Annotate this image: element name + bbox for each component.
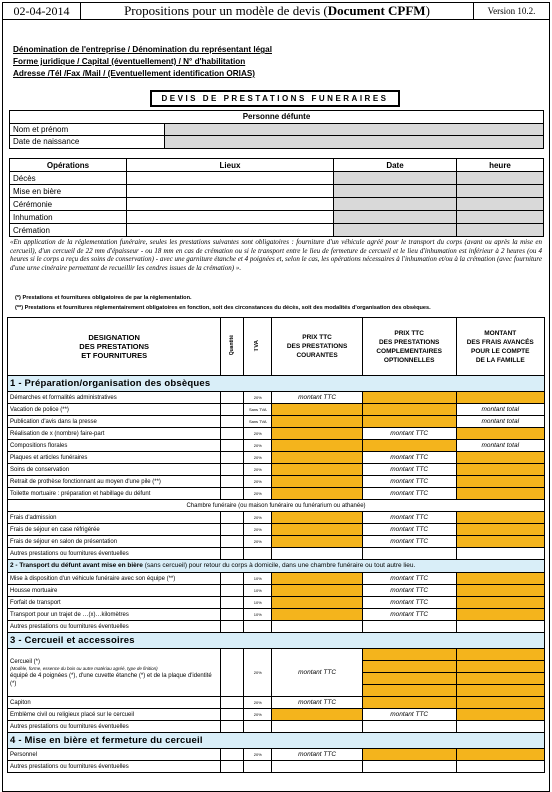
row-label: Frais d'admission	[8, 512, 221, 524]
tva-value: 10%	[244, 597, 272, 609]
section-title: 4 - Mise en bière et fermeture du cercueil	[8, 733, 545, 749]
prix-courant-cell[interactable]	[272, 548, 363, 560]
prix-courant-cell[interactable]	[272, 452, 363, 464]
row-label: Toilette mortuaire : préparation et habillage du défunt	[8, 488, 221, 500]
table-row	[8, 597, 545, 609]
ops-header: Lieux	[127, 159, 334, 172]
table-row	[8, 416, 545, 428]
quantity-field[interactable]	[221, 548, 244, 560]
prix-courant-cell[interactable]: montant TTC	[272, 649, 363, 697]
montant-cell[interactable]	[456, 476, 545, 488]
prix-courant-cell[interactable]	[272, 621, 363, 633]
prix-complementaire-cell[interactable]	[362, 440, 456, 452]
tva-value: 20%	[244, 536, 272, 548]
quantity-field[interactable]	[221, 464, 244, 476]
montant-cell[interactable]: montant total	[456, 416, 545, 428]
row-label: Compositions florales	[8, 440, 221, 452]
defunt-birthdate-field[interactable]	[165, 136, 544, 149]
quantity-field[interactable]	[221, 452, 244, 464]
prix-courant-cell[interactable]	[272, 585, 363, 597]
defunt-name-field[interactable]	[165, 123, 544, 136]
montant-cell[interactable]	[456, 512, 545, 524]
quantity-field[interactable]	[221, 392, 244, 404]
table-row	[8, 709, 545, 721]
prix-courant-cell[interactable]	[272, 524, 363, 536]
quantity-field[interactable]	[221, 749, 244, 761]
montant-cell[interactable]	[456, 573, 545, 585]
ops-label: Cérémonie	[10, 198, 127, 211]
heure-field[interactable]	[457, 198, 544, 211]
tva-value: 10%	[244, 573, 272, 585]
date-field[interactable]	[334, 172, 457, 185]
table-row	[8, 609, 545, 621]
montant-cell[interactable]	[456, 536, 545, 548]
row-label: Mise à disposition d'un véhicule funéraire avec son équipe (**)	[8, 573, 221, 585]
row-label: Retrait de prothèse fonctionnant au moyen d'une pile (**)	[8, 476, 221, 488]
ops-label: Mise en bière	[10, 185, 127, 198]
date-field[interactable]	[334, 185, 457, 198]
row-label: Publication d'avis dans la presse	[8, 416, 221, 428]
prix-complementaire-cell[interactable]	[362, 661, 456, 673]
tva-value: 20%	[244, 440, 272, 452]
lieu-field[interactable]	[127, 185, 334, 198]
heure-field[interactable]	[457, 211, 544, 224]
col-tva: TVA	[244, 318, 272, 376]
montant-cell[interactable]	[456, 685, 545, 697]
cercueil-subtext: (Modèle, forme, essence du bois ou autre matériau agréé, type de finition)	[10, 665, 158, 671]
tva-value: 20%	[244, 709, 272, 721]
quantity-field[interactable]	[221, 573, 244, 585]
montant-cell[interactable]	[456, 428, 545, 440]
montant-cell[interactable]	[456, 709, 545, 721]
prix-courant-cell[interactable]	[272, 761, 363, 773]
operations-table	[9, 158, 544, 237]
row-label: Réalisation de x (nombre) faire-part	[8, 428, 221, 440]
tva-value: 20%	[244, 464, 272, 476]
prix-complementaire-cell[interactable]: montant TTC	[362, 573, 456, 585]
tva-value: 20%	[244, 749, 272, 761]
prix-courant-cell[interactable]	[272, 536, 363, 548]
table-row	[8, 524, 545, 536]
date-field[interactable]	[334, 224, 457, 237]
prix-complementaire-cell[interactable]: montant TTC	[362, 512, 456, 524]
defunt-label: Date de naissance	[10, 136, 165, 149]
ops-row	[10, 172, 544, 185]
company-block	[13, 44, 272, 80]
prix-complementaire-cell[interactable]: montant TTC	[362, 488, 456, 500]
quantity-field[interactable]	[221, 649, 244, 697]
defunt-table	[9, 110, 544, 149]
table-row	[8, 697, 545, 709]
prix-complementaire-cell[interactable]: montant TTC	[362, 452, 456, 464]
montant-cell[interactable]: montant total	[456, 404, 545, 416]
section-title	[8, 560, 545, 573]
table-row	[8, 488, 545, 500]
tva-value: 20%	[244, 524, 272, 536]
quantity-field[interactable]	[221, 609, 244, 621]
tva-value: 20%	[244, 512, 272, 524]
footnote: (*) Prestations et fournitures obligatoires de par la réglementation.	[15, 295, 192, 301]
montant-cell[interactable]	[456, 452, 545, 464]
montant-cell[interactable]	[456, 721, 545, 733]
table-row	[8, 573, 545, 585]
montant-cell[interactable]	[456, 548, 545, 560]
footnotes	[15, 293, 431, 313]
prix-complementaire-cell[interactable]: montant TTC	[362, 464, 456, 476]
prix-courant-cell[interactable]: montant TTC	[272, 749, 363, 761]
ops-header: Opérations	[10, 159, 127, 172]
tva-value: 20%	[244, 649, 272, 697]
prix-complementaire-cell[interactable]: montant TTC	[362, 476, 456, 488]
row-label: Emblème civil ou religieux placé sur le cercueil	[8, 709, 221, 721]
table-row	[8, 512, 545, 524]
tva-value	[244, 548, 272, 560]
row-label: Housse mortuaire	[8, 585, 221, 597]
prestations-table	[7, 317, 545, 773]
row-label: Autres prestations ou fournitures éventuelles	[8, 621, 221, 633]
quantity-field[interactable]	[221, 440, 244, 452]
section-header	[8, 633, 545, 649]
lieu-field[interactable]	[127, 211, 334, 224]
montant-cell[interactable]	[456, 585, 545, 597]
defunt-label: Nom et prénom	[10, 123, 165, 136]
row-label: Frais de séjour en case réfrigérée	[8, 524, 221, 536]
footnote: (**) Prestations et fournitures réglementairement obligatoires en fonction, soit des circonstances du décès, soit des modalités d'organisation des obsèques.	[15, 305, 431, 311]
heure-field[interactable]	[457, 185, 544, 198]
quantity-field[interactable]	[221, 476, 244, 488]
prix-complementaire-cell[interactable]: montant TTC	[362, 609, 456, 621]
prix-complementaire-cell[interactable]: montant TTC	[362, 597, 456, 609]
table-row	[8, 585, 545, 597]
prix-complementaire-cell[interactable]: montant TTC	[362, 709, 456, 721]
section-header	[8, 733, 545, 749]
section-header	[8, 376, 545, 392]
montant-cell[interactable]	[456, 488, 545, 500]
quantity-field[interactable]	[221, 597, 244, 609]
row-label: Soins de conservation	[8, 464, 221, 476]
ops-row	[10, 198, 544, 211]
tva-value: 20%	[244, 476, 272, 488]
quantity-field[interactable]	[221, 416, 244, 428]
company-line-1: Dénomination de l'entreprise / Dénomination du représentant légal	[13, 45, 272, 54]
document-header	[2, 2, 550, 20]
devis-title: DEVIS DE PRESTATIONS FUNERAIRES	[150, 90, 400, 107]
quantity-field[interactable]	[221, 697, 244, 709]
cercueil-label: Cercueil (*)	[10, 658, 41, 665]
col-prix-courantes: PRIX TTC DES PRESTATIONS COURANTES	[272, 318, 363, 376]
prix-complementaire-cell[interactable]	[362, 685, 456, 697]
ops-label: Crémation	[10, 224, 127, 237]
prix-complementaire-cell[interactable]	[362, 548, 456, 560]
tva-value: 20%	[244, 392, 272, 404]
col-montant: MONTANT DES FRAIS AVANCÉS POUR LE COMPTE DE LA FAMILLE	[456, 318, 545, 376]
table-row	[8, 392, 545, 404]
tva-value: 20%	[244, 697, 272, 709]
prix-courant-cell[interactable]	[272, 464, 363, 476]
table-row	[8, 536, 545, 548]
prix-courant-cell[interactable]	[272, 597, 363, 609]
montant-cell[interactable]	[456, 697, 545, 709]
tva-value	[244, 621, 272, 633]
quantity-field[interactable]	[221, 761, 244, 773]
prix-courant-cell[interactable]	[272, 488, 363, 500]
prix-courant-cell[interactable]	[272, 721, 363, 733]
ops-label: Décès	[10, 172, 127, 185]
montant-cell[interactable]	[456, 524, 545, 536]
legal-text: «En application de la réglementation funéraire, seules les prestations suivantes sont obligatoires : fourniture d'un véhicule agréé pour le transport du corps (avant ou après la mise en cercueil), d'un cercueil de 22 mm d'épaisseur - ou 18 mm en cas de crémation ou si le transport entre le lieu de fermeture de cercueil et le lieu d'inhumation est inférieur à 2 heures (ou 4 heures si le corps a reçu des soins de conservation) - avec une garniture étanche et 4 poignées et, selon le cas, les opérations nécessaires à l'inhumation et/ou à la crémation (avec fourniture d'une urne cinéraire permettant de recueillir les cendres issues de la crémation) ».	[10, 238, 542, 272]
montant-cell[interactable]	[456, 621, 545, 633]
prix-courant-cell[interactable]	[272, 404, 363, 416]
table-row	[8, 452, 545, 464]
montant-cell[interactable]	[456, 464, 545, 476]
heure-field[interactable]	[457, 224, 544, 237]
montant-cell[interactable]	[456, 673, 545, 685]
lieu-field[interactable]	[127, 172, 334, 185]
montant-cell[interactable]	[456, 609, 545, 621]
heure-field[interactable]	[457, 172, 544, 185]
prix-courant-cell[interactable]	[272, 573, 363, 585]
ops-label: Inhumation	[10, 211, 127, 224]
quantity-field[interactable]	[221, 709, 244, 721]
row-label: Autres prestations ou fournitures éventuelles	[8, 761, 221, 773]
prix-complementaire-cell[interactable]	[362, 404, 456, 416]
section-title: 1 - Préparation/organisation des obsèques	[8, 376, 545, 392]
prix-complementaire-cell[interactable]: montant TTC	[362, 524, 456, 536]
prix-complementaire-cell[interactable]	[362, 673, 456, 685]
table-row	[8, 548, 545, 560]
section-title-bold: 2 - Transport du défunt avant mise en bière	[10, 562, 143, 569]
quantity-field[interactable]	[221, 488, 244, 500]
tva-value: 20%	[244, 428, 272, 440]
tva-value: Sans TVA	[244, 404, 272, 416]
quantity-field[interactable]	[221, 524, 244, 536]
tva-value: Sans TVA	[244, 416, 272, 428]
prix-complementaire-cell[interactable]	[362, 761, 456, 773]
table-row	[8, 428, 545, 440]
company-line-3: Adresse /Tél /Fax /Mail / (Eventuellement identification ORIAS)	[13, 69, 256, 78]
tva-value: 20%	[244, 488, 272, 500]
montant-cell[interactable]	[456, 392, 545, 404]
montant-cell[interactable]	[456, 597, 545, 609]
company-line-2: Forme juridique / Capital (éventuellement) / N° d'habilitation	[13, 57, 246, 66]
quantity-field[interactable]	[221, 721, 244, 733]
quantity-field[interactable]	[221, 512, 244, 524]
row-label: Personnel	[8, 749, 221, 761]
prix-complementaire-cell[interactable]	[362, 649, 456, 661]
table-row	[8, 649, 545, 661]
col-prix-complementaires: PRIX TTC DES PRESTATIONS COMPLEMENTAIRES OPTIONNELLES	[362, 318, 456, 376]
table-row	[8, 749, 545, 761]
montant-cell[interactable]	[456, 661, 545, 673]
col-designation: DESIGNATION DES PRESTATIONS ET FOURNITURES	[8, 318, 221, 376]
defunt-title: Personne défunte	[10, 111, 544, 124]
row-label: Vacation de police (**)	[8, 404, 221, 416]
quantity-field[interactable]	[221, 404, 244, 416]
tva-value: 10%	[244, 585, 272, 597]
col-quantite: Quantité	[221, 318, 244, 376]
montant-cell[interactable]	[456, 649, 545, 661]
section-title: 3 - Cercueil et accessoires	[8, 633, 545, 649]
prix-complementaire-cell[interactable]	[362, 697, 456, 709]
tva-value: 20%	[244, 452, 272, 464]
row-label: Frais de séjour en salon de présentation	[8, 536, 221, 548]
row-label: Transport pour un trajet de …(x)…kilomètres	[8, 609, 221, 621]
ops-row	[10, 185, 544, 198]
prix-courant-cell[interactable]	[272, 428, 363, 440]
cercueil-line2: équipé de 4 poignées (*), d'une cuvette étanche (*) et de la plaque d'identité (*)	[10, 672, 212, 687]
ops-row	[10, 211, 544, 224]
table-row	[8, 404, 545, 416]
lieu-field[interactable]	[127, 224, 334, 237]
ops-header: heure	[457, 159, 544, 172]
prix-complementaire-cell[interactable]	[362, 416, 456, 428]
quantity-field[interactable]	[221, 585, 244, 597]
montant-cell[interactable]	[456, 761, 545, 773]
lieu-field[interactable]	[127, 198, 334, 211]
prix-complementaire-cell[interactable]: montant TTC	[362, 536, 456, 548]
ops-header: Date	[334, 159, 457, 172]
tva-value	[244, 761, 272, 773]
prix-complementaire-cell[interactable]	[362, 749, 456, 761]
date-field[interactable]	[334, 211, 457, 224]
row-label: Forfait de transport	[8, 597, 221, 609]
row-label: Autres prestations ou fournitures éventuelles	[8, 548, 221, 560]
prix-complementaire-cell[interactable]: montant TTC	[362, 585, 456, 597]
prix-courant-cell[interactable]: montant TTC	[272, 697, 363, 709]
table-row	[8, 721, 545, 733]
prix-courant-cell[interactable]	[272, 416, 363, 428]
row-label: Autres prestations ou fournitures éventuelles	[8, 721, 221, 733]
header-date: 02-04-2014	[3, 3, 81, 19]
quantity-field[interactable]	[221, 428, 244, 440]
row-label: Plaques et articles funéraires	[8, 452, 221, 464]
prix-courant-cell[interactable]	[272, 476, 363, 488]
quantity-field[interactable]	[221, 621, 244, 633]
tva-value	[244, 721, 272, 733]
header-version: Version 10.2.	[473, 3, 549, 19]
table-row	[8, 621, 545, 633]
prix-courant-cell[interactable]: montant TTC	[272, 392, 363, 404]
montant-cell[interactable]	[456, 749, 545, 761]
row-label: Démarches et formalités administratives	[8, 392, 221, 404]
prix-complementaire-cell[interactable]	[362, 392, 456, 404]
tva-value: 10%	[244, 609, 272, 621]
prix-complementaire-cell[interactable]	[362, 621, 456, 633]
table-row	[8, 440, 545, 452]
section-title-rest: (sans cercueil) pour retour du corps à domicile, dans une chambre funéraire ou tout autre lieu.	[142, 562, 416, 569]
montant-cell[interactable]: montant total	[456, 440, 545, 452]
ops-row	[10, 224, 544, 237]
table-row	[8, 464, 545, 476]
quantity-field[interactable]	[221, 536, 244, 548]
table-row	[8, 761, 545, 773]
prix-courant-cell[interactable]	[272, 609, 363, 621]
prix-complementaire-cell[interactable]: montant TTC	[362, 428, 456, 440]
prix-courant-cell[interactable]	[272, 512, 363, 524]
row-label: Capiton	[8, 697, 221, 709]
table-row	[8, 476, 545, 488]
prix-complementaire-cell[interactable]	[362, 721, 456, 733]
subsection-title: Chambre funéraire (ou maison funéraire ou funérarium ou athanée)	[8, 500, 545, 512]
row-label	[8, 649, 221, 697]
subsection-header	[8, 500, 545, 512]
header-title: Propositions pour un modèle de devis ( Document CPFM )	[124, 3, 430, 18]
section-header	[8, 560, 545, 573]
date-field[interactable]	[334, 198, 457, 211]
prix-courant-cell[interactable]	[272, 440, 363, 452]
prix-courant-cell[interactable]	[272, 709, 363, 721]
